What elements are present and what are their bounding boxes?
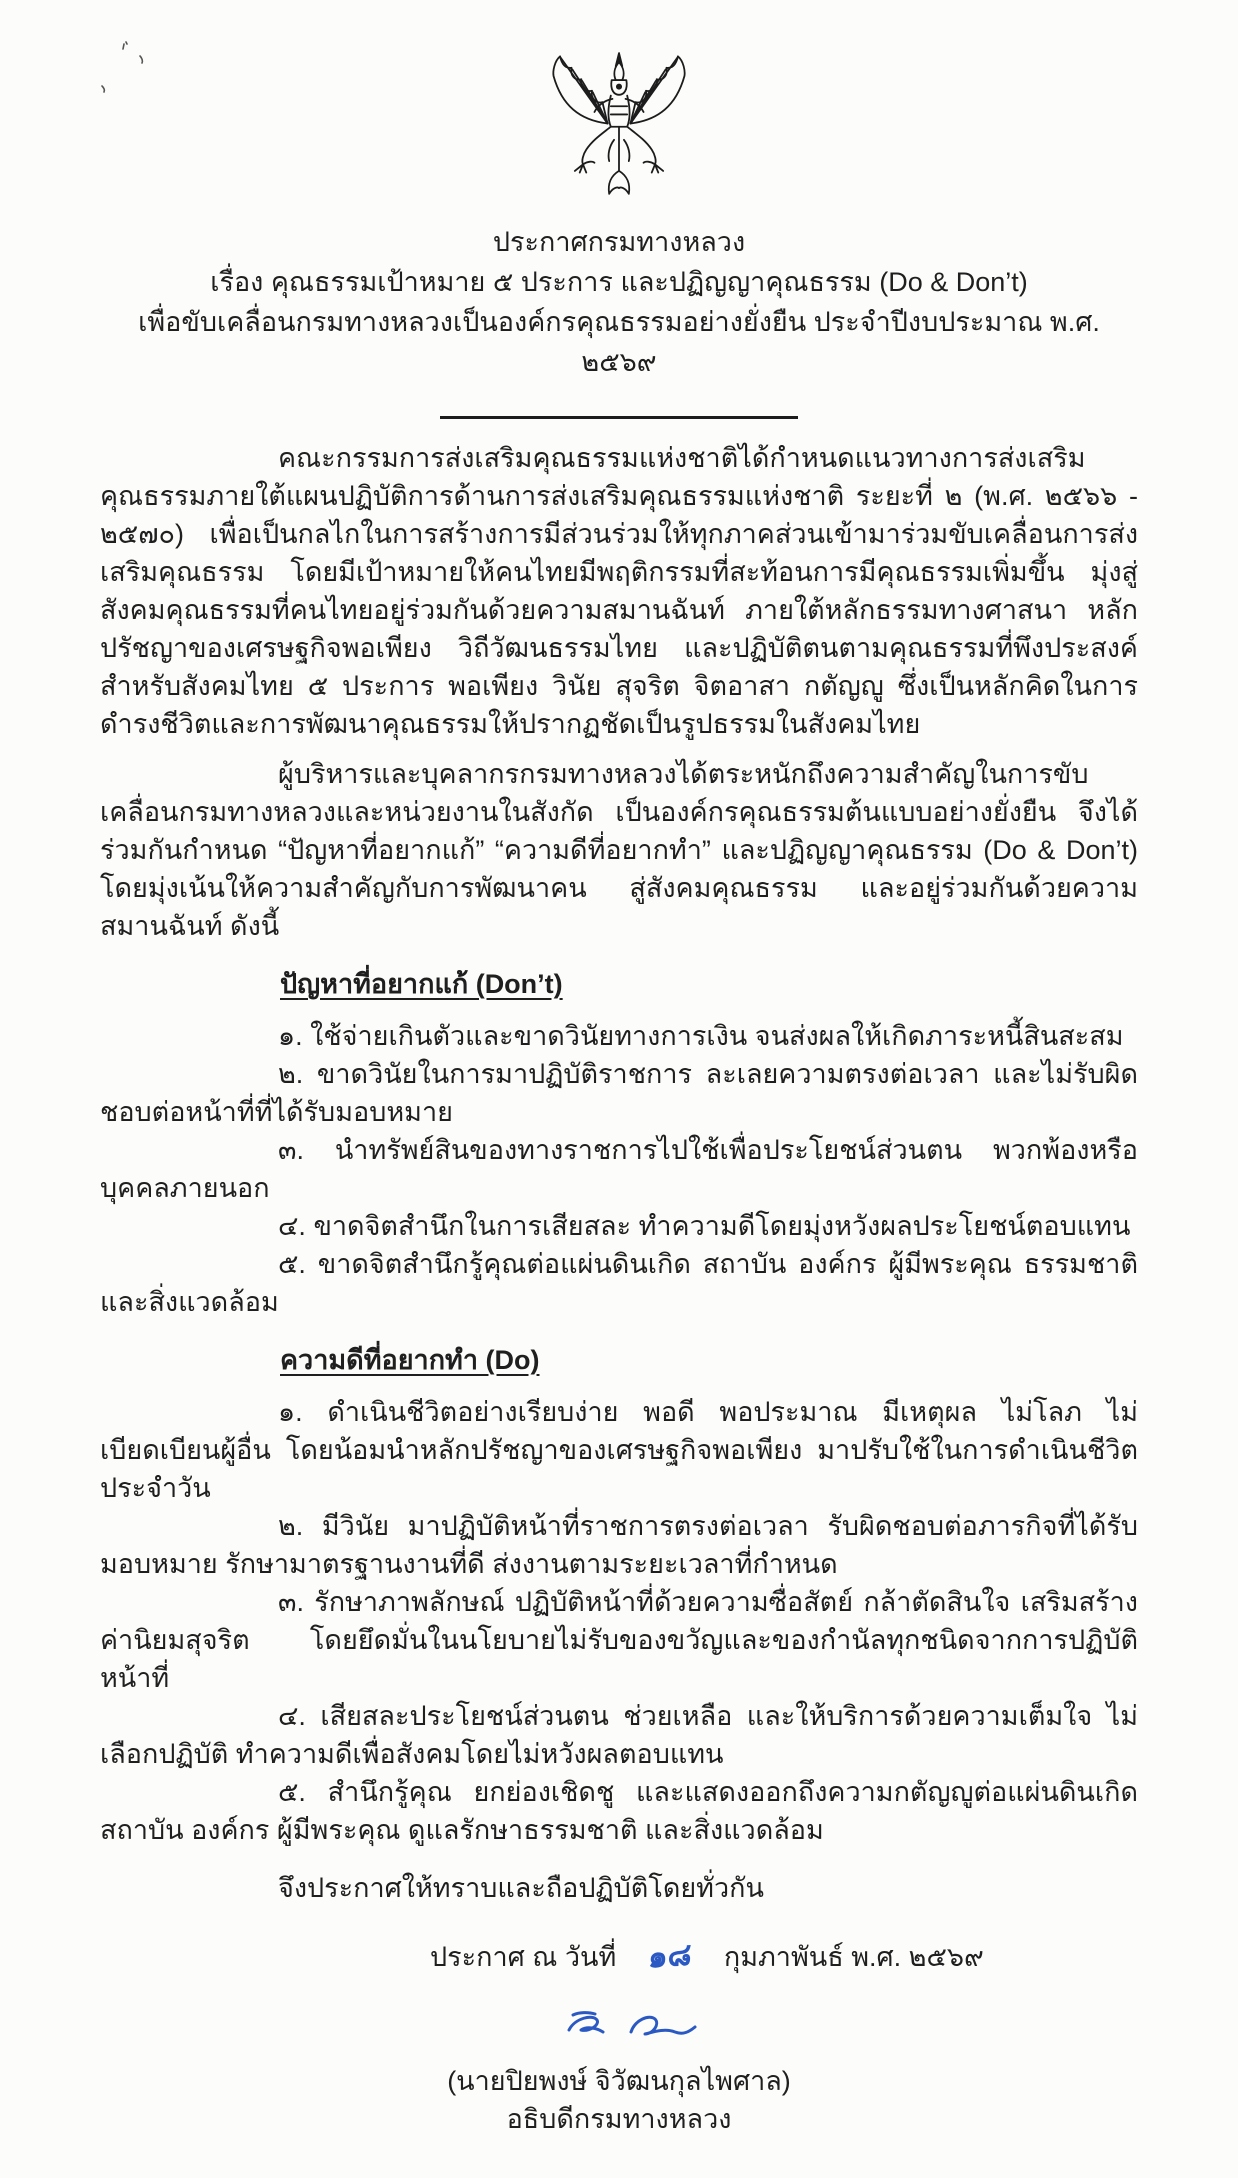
list-item: ๒. ขาดวินัยในการมาปฏิบัติราชการ ละเลยความตรงต่อเวลา และไม่รับผิดชอบต่อหน้าที่ที่ได้รับมอบหมาย <box>100 1059 1138 1127</box>
garuda-emblem-graphic <box>529 46 709 214</box>
list-item: ๕. ขาดจิตสำนึกรู้คุณต่อแผ่นดินเกิด สถาบัน องค์กร ผู้มีพระคุณ ธรรมชาติ และสิ่งแวดล้อม <box>100 1249 1138 1317</box>
date-prefix: ประกาศ ณ วันที่ <box>430 1942 617 1972</box>
date-line <box>100 1937 1138 1976</box>
section-heading-dont: ปัญหาที่อยากแก้ (Don’t) <box>280 969 563 999</box>
list-item: ๔. ขาดจิตสำนึกในการเสียสละ ทำความดีโดยมุ่งหวังผลประโยชน์ตอบแทน <box>278 1211 1131 1241</box>
closing-statement: จึงประกาศให้ทราบและถือปฏิบัติโดยทั่วกัน <box>278 1873 764 1903</box>
section-heading-do: ความดีที่อยากทำ (Do) <box>280 1345 540 1375</box>
date-suffix: กุมภาพันธ์ พ.ศ. ๒๕๖๙ <box>723 1942 984 1972</box>
signer-position: อธิบดีกรมทางหลวง <box>506 2104 732 2134</box>
title-divider <box>440 416 798 419</box>
document-subject: เรื่อง คุณธรรมเป้าหมาย ๕ ประการ และปฏิญญาคุณธรรม (Do & Don’t) <box>210 267 1028 297</box>
list-item: ๒. มีวินัย มาปฏิบัติหน้าที่ราชการตรงต่อเวลา รับผิดชอบต่อภารกิจที่ได้รับมอบหมาย รักษามาตรฐานงานที่ดี ส่งงานตามระยะเวลาที่กำหนด <box>100 1511 1138 1579</box>
body-paragraph: คณะกรรมการส่งเสริมคุณธรรมแห่งชาติได้กำหนดแนวทางการส่งเสริมคุณธรรมภายใต้แผนปฏิบัติการด้านการส่งเสริมคุณธรรมแห่งชาติ ระยะที่ ๒ (พ.ศ. ๒๕๖๖ - ๒๕๗๐) เพื่อเป็นกลไกในการสร้างการมีส่วนร่วมให้ทุกภาคส่วนเข้ามาร่วมขับเคลื่อนการส่งเสริมคุณธรรม โดยมีเป้าหมายให้คนไทยมีพฤติกรรมที่สะท้อนการมีคุณธรรมเพิ่มขึ้น มุ่งสู่สังคมคุณธรรมที่คนไทยอยู่ร่วมกันด้วยความสมานฉันท์ ภายใต้หลักธรรมทางศาสนา หลักปรัชญาของเศรษฐกิจพอเพียง วิถีวัฒนธรรมไทย และปฏิบัติตนตามคุณธรรมที่พึงประสงค์สำหรับสังคมไทย ๕ ประการ พอเพียง วินัย สุจริต จิตอาสา กตัญญู ซึ่งเป็นหลักคิดในการดำรงชีวิตและการพัฒนาคุณธรรมให้ปรากฏชัดเป็นรูปธรรมในสังคมไทย <box>100 443 1138 739</box>
handwritten-signature <box>130 2006 1138 2050</box>
handwritten-day: ๑๘ <box>647 1936 693 1975</box>
list-item: ๑. ใช้จ่ายเกินตัวและขาดวินัยทางการเงิน จนส่งผลให้เกิดภาระหนี้สินสะสม <box>278 1021 1124 1051</box>
document-subtitle: เพื่อขับเคลื่อนกรมทางหลวงเป็นองค์กรคุณธรรมอย่างยั่งยืน ประจำปีงบประมาณ พ.ศ. ๒๕๖๙ <box>138 307 1100 377</box>
scan-artifact-marks <box>96 36 166 96</box>
list-item: ๑. ดำเนินชีวิตอย่างเรียบง่าย พอดี พอประมาณ มีเหตุผล ไม่โลภ ไม่เบียดเบียนผู้อื่น โดยน้อมนำหลักปรัชญาของเศรษฐกิจพอเพียง มาปรับใช้ในการดำเนินชีวิตประจำวัน <box>100 1397 1138 1503</box>
signer-name: (นายปิยพงษ์ จิวัฒนกุลไพศาล) <box>447 2066 791 2096</box>
signature-block <box>100 2006 1138 2138</box>
list-item: ๕. สำนึกรู้คุณ ยกย่องเชิดชู และแสดงออกถึงความกตัญญูต่อแผ่นดินเกิด สถาบัน องค์กร ผู้มีพระคุณ ดูแลรักษาธรรมชาติ และสิ่งแวดล้อม <box>100 1777 1138 1845</box>
list-item: ๔. เสียสละประโยชน์ส่วนตน ช่วยเหลือ และให้บริการด้วยความเต็มใจ ไม่เลือกปฏิบัติ ทำความดีเพื่อสังคมโดยไม่หวังผลตอบแทน <box>100 1701 1138 1769</box>
garuda-emblem <box>100 0 1138 214</box>
title-block <box>100 222 1138 382</box>
document-title: ประกาศกรมทางหลวง <box>492 227 746 257</box>
body-paragraph: ผู้บริหารและบุคลากรกรมทางหลวงได้ตระหนักถึงความสำคัญในการขับเคลื่อนกรมทางหลวงและหน่วยงานในสังกัด เป็นองค์กรคุณธรรมต้นแบบอย่างยั่งยืน จึงได้ร่วมกันกำหนด “ปัญหาที่อยากแก้” “ความดีที่อยากทำ” และปฏิญญาคุณธรรม (Do & Don’t) โดยมุ่งเน้นให้ความสำคัญกับการพัฒนาคน สู่สังคมคุณธรรม และอยู่ร่วมกันด้วยความสมานฉันท์ ดังนี้ <box>100 759 1138 941</box>
list-item: ๓. นำทรัพย์สินของทางราชการไปใช้เพื่อประโยชน์ส่วนตน พวกพ้องหรือบุคคลภายนอก <box>100 1135 1138 1203</box>
list-item: ๓. รักษาภาพลักษณ์ ปฏิบัติหน้าที่ด้วยความซื่อสัตย์ กล้าตัดสินใจ เสริมสร้างค่านิยมสุจริต โดยยึดมั่นในนโยบายไม่รับของขวัญและของกำนัลทุกชนิดจากการปฏิบัติหน้าที่ <box>100 1587 1138 1693</box>
